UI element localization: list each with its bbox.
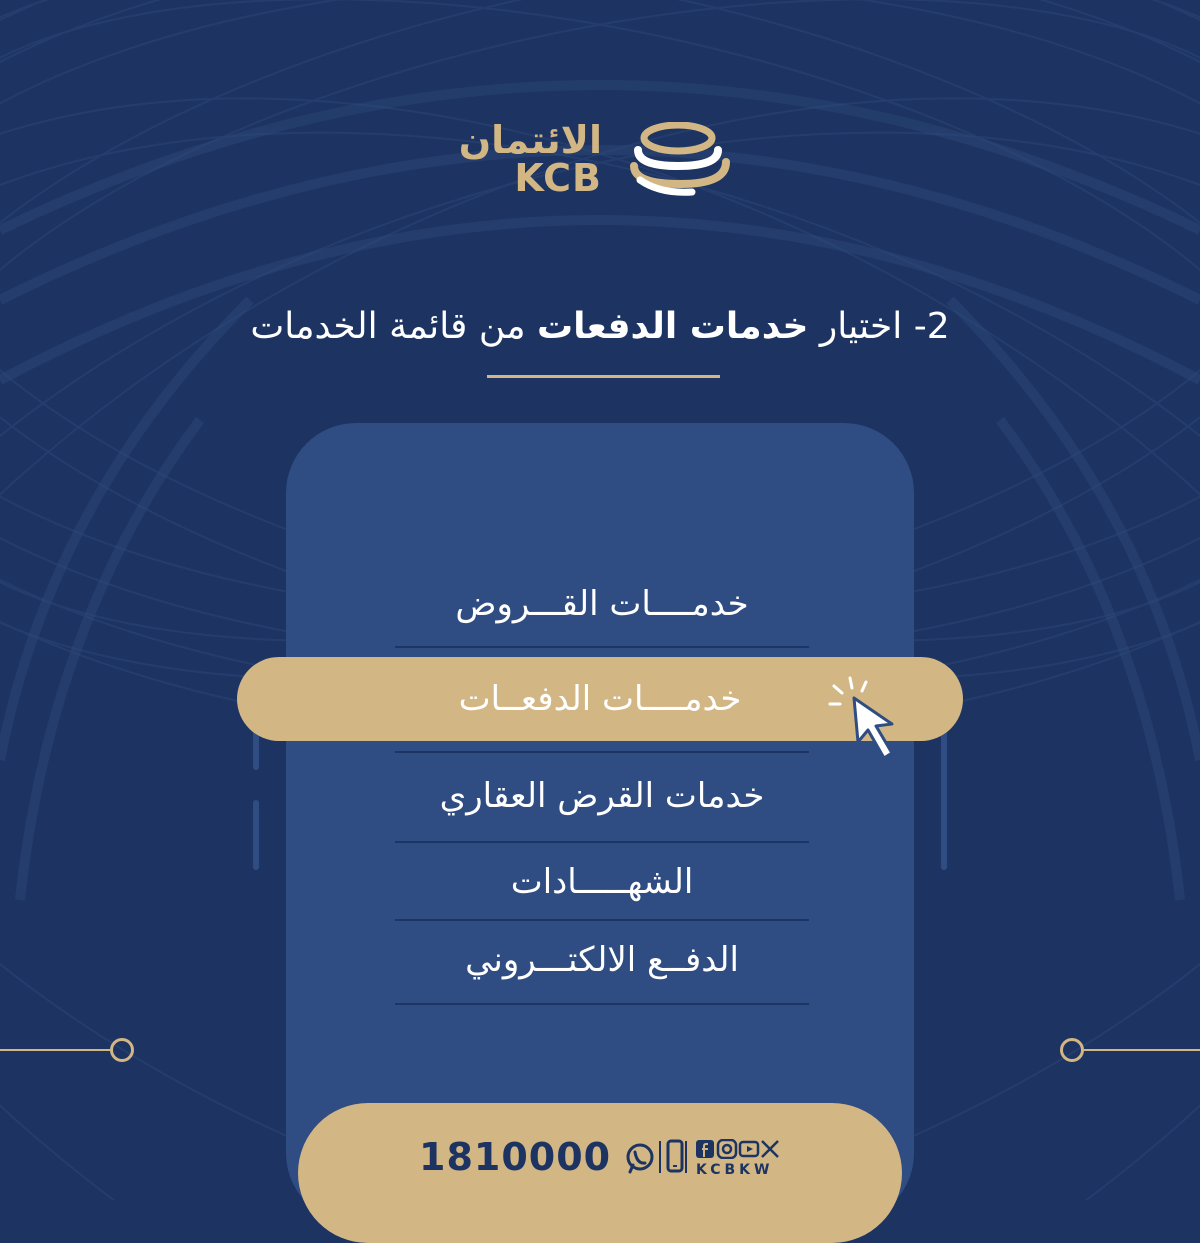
menu-item-payments-label: خدمــــات الدفعــات [458, 679, 742, 719]
step-heading [100, 300, 1100, 354]
menu-divider [395, 646, 809, 648]
heading-suffix: من قائمة الخدمات [250, 306, 526, 347]
mobile-phone-icon [668, 1141, 682, 1171]
phone-side-button [253, 800, 259, 870]
right-connector-line [1084, 1049, 1200, 1051]
heading-divider [487, 375, 720, 378]
brand-name-arabic: الائتمان [458, 118, 602, 162]
menu-divider [395, 919, 809, 921]
right-connector-ring [1060, 1038, 1084, 1062]
social-media-icons [696, 1139, 780, 1159]
youtube-icon [740, 1142, 758, 1156]
social-handle[interactable]: KCBKW [696, 1162, 774, 1178]
contact-channel-icons [624, 1137, 688, 1177]
brand-name-english: KCB [514, 156, 602, 200]
menu-divider [395, 841, 809, 843]
coin-stack-logo-icon [630, 122, 730, 196]
heading-prefix: 2- اختيار [819, 306, 950, 347]
facebook-icon [696, 1140, 714, 1158]
pointer-cursor-icon [828, 676, 908, 764]
brand-logo [458, 118, 730, 200]
left-connector-line [0, 1049, 110, 1051]
x-icon [762, 1141, 778, 1157]
menu-divider [395, 1003, 809, 1005]
menu-divider [395, 751, 809, 753]
instagram-icon [718, 1140, 736, 1158]
heading-bold-service: خدمات الدفعات [536, 306, 809, 347]
contact-footer [298, 1103, 902, 1243]
whatsapp-icon [628, 1145, 652, 1172]
contact-phone-number[interactable]: 1810000 [419, 1135, 612, 1179]
menu-item-loans[interactable]: خدمــــات القـــروض [455, 584, 749, 624]
phone-side-button [941, 730, 947, 870]
menu-item-e-payment[interactable]: الدفــع الالكتـــروني [465, 940, 739, 980]
menu-item-certificates[interactable]: الشهـــــادات [510, 862, 694, 902]
left-connector-ring [110, 1038, 134, 1062]
menu-item-real-estate-loan[interactable]: خدمات القرض العقاري [439, 776, 765, 816]
